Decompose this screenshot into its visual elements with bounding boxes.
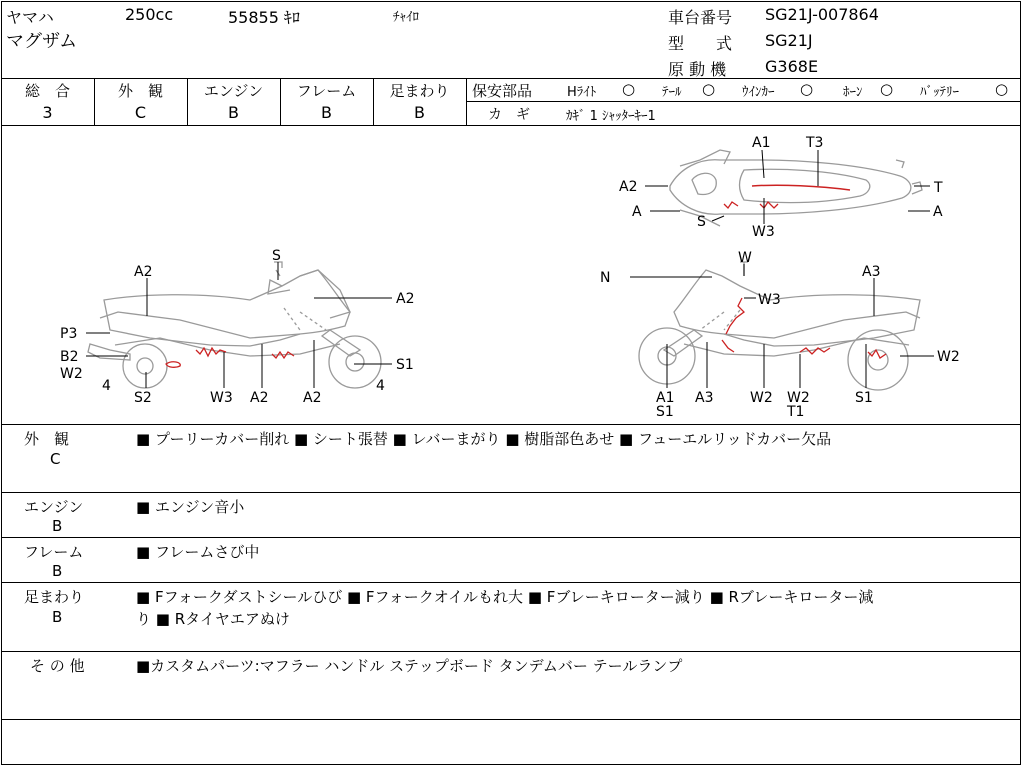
diagram-label: S1 [656,404,674,420]
note-category: 足まわり [24,588,85,606]
diagram-label: A2 [134,264,153,280]
diagram-label: S1 [855,390,873,406]
note-category: そ の 他 [30,657,85,675]
diagram-label: S2 [134,390,152,406]
note-text: ■カスタムパーツ:マフラー ハンドル ステップボード タンデムバー テールランプ [136,657,683,675]
key-value: ｶｷﾞ 1 ｼｬｯﾀｰｷｰ1 [566,109,656,124]
safety-label: 保安部品 [472,82,533,100]
damage-marks [166,185,886,367]
note-text: ■ プーリーカバー削れ ■ シート張替 ■ レバーまがり ■ 樹脂部色あせ ■ フューエルリッドカバー欠品 [136,430,832,448]
engine-value: G368E [765,57,819,76]
note-category: 外 観 [24,430,70,448]
grade-value: B [228,103,239,122]
diagram-label: A2 [619,179,638,195]
diagram-label: A2 [303,390,322,406]
scooter-side-left [88,262,381,388]
safety-item-mark: ○ [800,80,814,98]
damage-diagram [0,126,1024,424]
diagram-label: W3 [752,224,775,240]
engine-label: 原 動 機 [668,60,727,79]
diagram-label: N [600,270,611,286]
grade-value: 3 [42,103,53,122]
note-grade: B [52,608,63,626]
scooter-top-view [670,150,922,226]
diagram-label: A1 [656,390,675,406]
note-category: フレーム [24,543,84,561]
diagram-label: A1 [752,135,771,151]
type-value: SG21J [765,31,813,50]
diagram-label: W2 [937,349,960,365]
chassis-value: SG21J-007864 [765,5,879,24]
divider [1,719,1021,720]
diagram-label: T1 [787,404,805,420]
note-text: ■ エンジン音小 [136,498,245,516]
diagram-label: 4 [102,378,111,394]
note-grade: C [50,450,61,468]
diagram-labels [60,135,960,420]
divider [1,582,1021,583]
diagram-label: A2 [250,390,269,406]
safety-item-name: ﾃｰﾙ [662,85,682,100]
diagram-label: A3 [862,264,881,280]
divider [1,424,1021,425]
diagram-label: W3 [758,292,781,308]
divider [466,101,1021,102]
scooter-side-right [639,262,920,390]
diagram-label: W2 [60,366,83,382]
diagram-label: S [272,248,281,264]
safety-item-name: ｳｲﾝｶｰ [742,85,775,100]
grade-label: 総 合 [24,82,70,100]
divider [1,492,1021,493]
diagram-label: A2 [396,291,415,307]
diagram-label: T [934,180,943,196]
diagram-label: T3 [806,135,824,151]
diagram-label: W [738,250,752,266]
maker-name: ヤマハ [6,8,54,27]
grade-label: 足まわり [389,82,450,100]
diagram-label: A [632,204,642,220]
diagram-label: W3 [210,390,233,406]
safety-item-mark: ○ [995,80,1009,98]
displacement: 250cc [125,5,174,24]
grade-value: C [134,103,147,122]
note-text: ■ フレームさび中 [136,543,260,561]
diagram-label: B2 [60,349,79,365]
diagram-label: A [933,204,943,220]
grade-label: フレーム [296,82,357,100]
note-text: り ■ Rタイヤエアぬけ [136,610,290,628]
grade-value: B [321,103,332,122]
safety-item-name: Hﾗｲﾄ [567,85,597,100]
divider [1,78,1021,79]
diagram-label: S [697,214,706,230]
safety-item-mark: ○ [622,80,636,98]
diagram-label: W2 [787,390,810,406]
note-category: エンジン [24,498,84,516]
mileage: 55855 ｷﾛ [228,8,300,27]
type-label: 型 式 [668,34,733,53]
safety-item-name: ﾎｰﾝ [843,85,863,100]
key-label: カ ギ [488,107,530,123]
note-grade: B [52,517,63,535]
divider [1,537,1021,538]
diagram-label: W2 [750,390,773,406]
safety-item-name: ﾊﾞｯﾃﾘｰ [920,85,959,100]
divider [466,78,467,125]
color-value: ﾁｬｲﾛ [393,10,419,25]
grade-value: B [414,103,425,122]
divider [1,651,1021,652]
diagram-label: S1 [396,357,414,373]
diagram-label: A3 [695,390,714,406]
chassis-label: 車台番号 [668,8,733,27]
safety-item-mark: ○ [702,80,716,98]
note-grade: B [52,562,63,580]
diagram-label: 4 [376,378,385,394]
note-text: ■ Fフォークダストシールひび ■ Fフォークオイルもれ大 ■ Fブレーキローター減り ■ Rブレーキローター減 [136,588,874,606]
grade-label: 外 観 [117,82,163,100]
model-name: マグザム [6,31,78,52]
safety-item-mark: ○ [880,80,894,98]
grade-label: エンジン [203,82,264,100]
diagram-label: P3 [60,326,78,342]
